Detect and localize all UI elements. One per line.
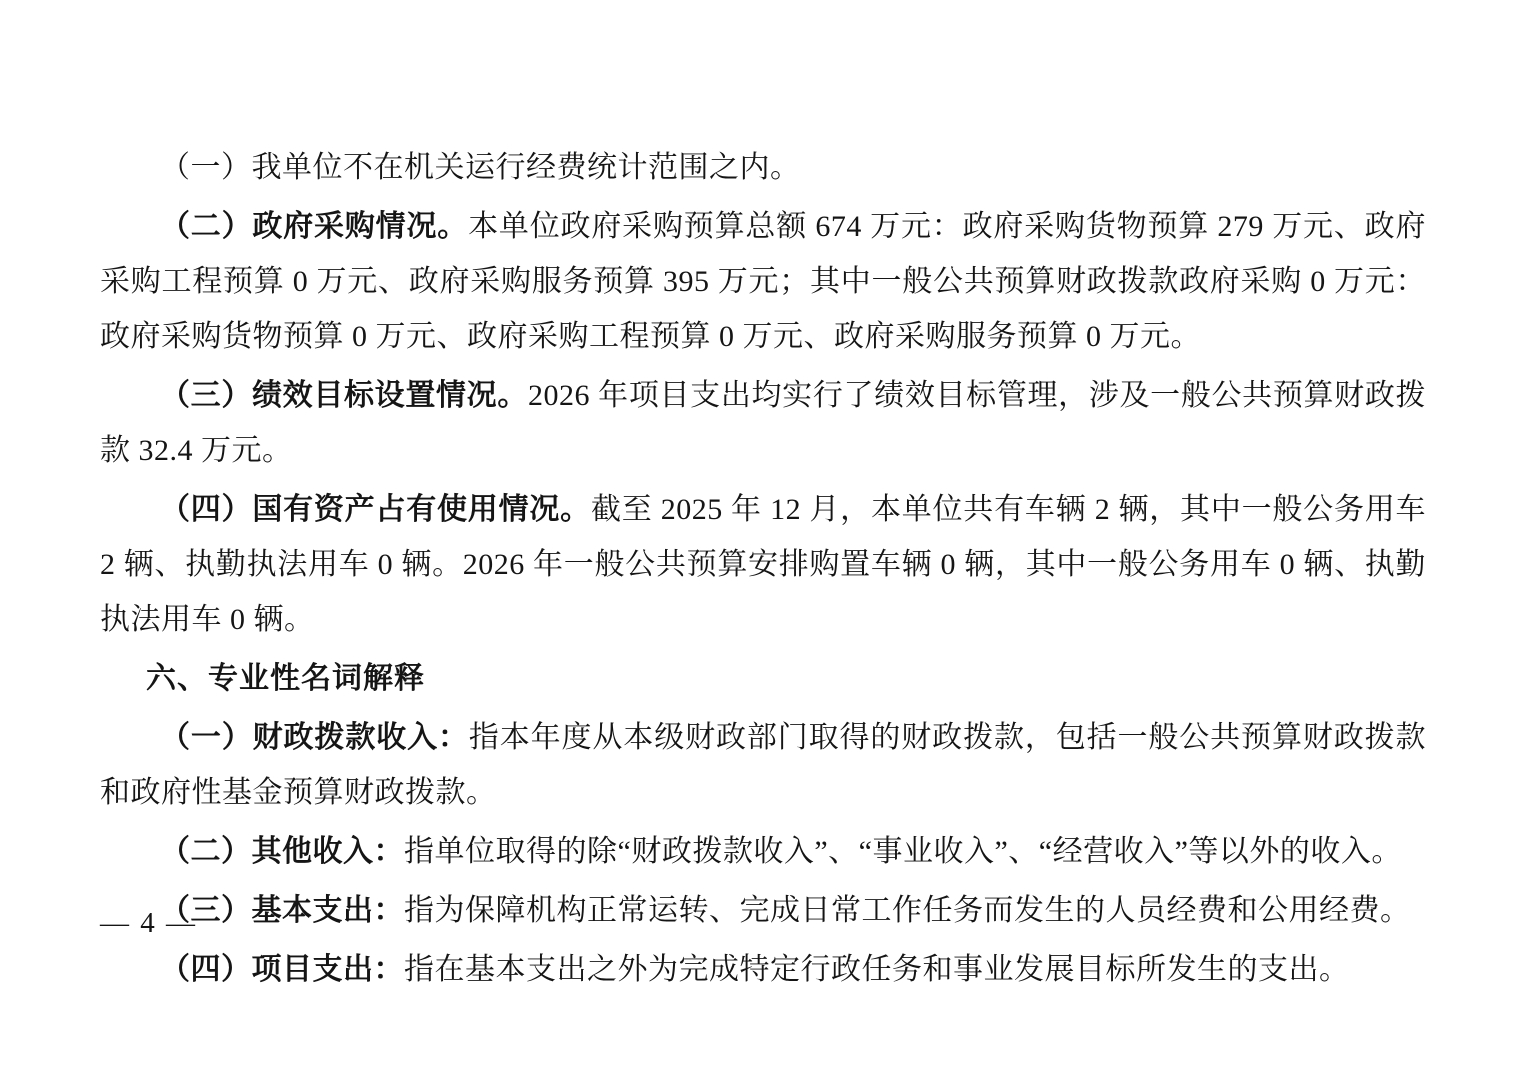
glossary-definition: 指本年度从本级财政部门取得的财政拨款，包括一般公共预算财政拨款和政府性基金预算财政拨款。 — [100, 721, 1426, 809]
glossary-item-project-expenditure — [100, 942, 1426, 997]
paragraph-operating-expense-note — [100, 140, 1426, 195]
paragraph-lead: （二）政府采购情况。 — [160, 210, 469, 243]
paragraph-government-procurement — [100, 199, 1426, 364]
glossary-definition: 指单位取得的除“财政拨款收入”、“事业收入”、“经营收入”等以外的收入。 — [404, 835, 1402, 868]
paragraph-lead: （三）绩效目标设置情况。 — [160, 379, 528, 412]
glossary-item-fiscal-appropriation-income — [100, 710, 1426, 820]
paragraph-lead: （四）国有资产占有使用情况。 — [160, 493, 591, 526]
paragraph-body: 截至 2025 年 12 月，本单位共有车辆 2 辆，其中一般公务用车 2 辆、执勤执法用车 0 辆。2026 年一般公共预算安排购置车辆 0 辆，其中一般公务用车 0 辆、执勤执法用车 0 辆。 — [100, 493, 1427, 636]
glossary-item-other-income — [100, 824, 1426, 879]
section-heading-glossary: 六、专业性名词解释 — [146, 662, 425, 695]
paragraph-state-assets — [100, 482, 1426, 647]
page-number: — 4 — — [100, 907, 197, 939]
glossary-item-basic-expenditure — [100, 883, 1426, 938]
glossary-term: （三）基本支出： — [160, 894, 404, 927]
paragraph-body: 本单位政府采购预算总额 674 万元：政府采购货物预算 279 万元、政府采购工程预算 0 万元、政府采购服务预算 395 万元；其中一般公共预算财政拨款政府采购 0 万元：政府采购货物预算 0 万元、政府采购工程预算 0 万元、政府采购服务预算 0 万元。 — [100, 210, 1426, 353]
glossary-term: （二）其他收入： — [160, 835, 404, 868]
glossary-term: （四）项目支出： — [160, 953, 404, 986]
paragraph-performance-targets — [100, 368, 1426, 478]
glossary-term: （一）财政拨款收入： — [160, 721, 469, 754]
paragraph-body: （一）我单位不在机关运行经费统计范围之内。 — [160, 151, 801, 184]
glossary-definition: 指在基本支出之外为完成特定行政任务和事业发展目标所发生的支出。 — [404, 953, 1350, 986]
glossary-definition: 指为保障机构正常运转、完成日常工作任务而发生的人员经费和公用经费。 — [404, 894, 1411, 927]
paragraph-body: 2026 年项目支出均实行了绩效目标管理，涉及一般公共预算财政拨款 32.4 万元。 — [100, 379, 1426, 467]
document-content — [100, 140, 1426, 1001]
